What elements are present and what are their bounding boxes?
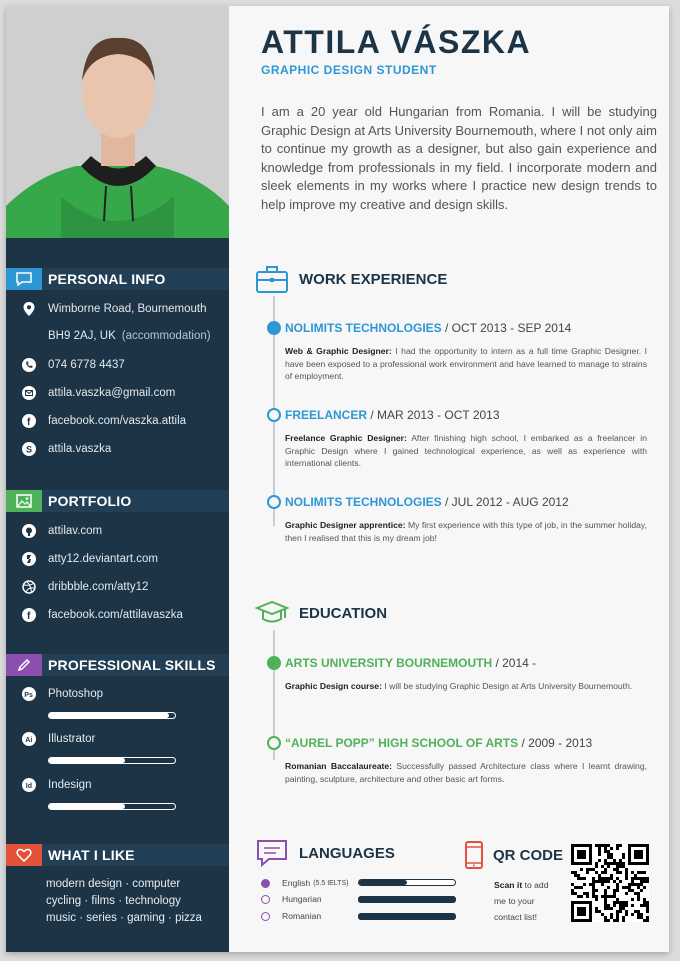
facebook-icon [22, 608, 36, 622]
briefcase-icon [255, 264, 289, 294]
language-bar-fill [358, 913, 456, 920]
heart-icon [6, 844, 42, 866]
likes-line: cycling · films · technology [46, 895, 181, 907]
personal-info-title: PERSONAL INFO [48, 271, 166, 287]
qr-scan-label: Scan it [494, 880, 523, 890]
work-entry-title [285, 495, 569, 509]
likes-header [6, 844, 229, 866]
language-bar [358, 913, 456, 920]
skills-title: PROFESSIONAL SKILLS [48, 657, 216, 673]
portfolio-header [6, 490, 229, 512]
person-name: ATTILA VÁSZKA [261, 24, 532, 60]
course-description: Successfully passed Architecture class where I learnt drawing, painting, sculpture, architecture and other basic art forms. [285, 761, 648, 784]
deviantart-icon [22, 552, 36, 566]
chat-icon [6, 268, 42, 290]
email-icon [22, 386, 36, 400]
work-entry-desc [285, 345, 647, 383]
language-bar [358, 896, 456, 903]
education-entry-desc [285, 760, 647, 785]
qr-code[interactable] [571, 844, 649, 922]
skill-item [22, 778, 91, 792]
work-entry-title [285, 408, 500, 422]
work-entry-desc [285, 519, 647, 544]
work-date: / MAR 2013 - OCT 2013 [367, 408, 500, 422]
work-date: / JUL 2012 - AUG 2012 [441, 495, 569, 509]
portfolio-title: PORTFOLIO [48, 493, 132, 509]
languages-header [255, 838, 395, 868]
address-line1: Wimborne Road, Bournemouth [48, 303, 207, 315]
language-item [261, 878, 348, 888]
svg-text:S: S [26, 444, 33, 455]
photoshop-icon [22, 687, 36, 701]
skype-icon [22, 442, 36, 456]
education-entry-desc [285, 680, 647, 693]
qr-header [463, 840, 563, 870]
portfolio-item [22, 552, 158, 566]
main-content [229, 6, 669, 952]
language-dot [261, 879, 270, 888]
language-name: English [282, 878, 311, 888]
course-description: I will be studying Graphic Design at Arts University Bournemouth. [381, 681, 633, 691]
skill-bar-fill [49, 758, 125, 763]
skill-bar [48, 803, 176, 810]
illustrator-icon [22, 732, 36, 746]
portfolio-deviantart[interactable]: atty12.deviantart.com [48, 553, 158, 565]
portfolio-facebook[interactable]: facebook.com/attilavaszka [48, 609, 183, 621]
address-note: (accommodation) [121, 330, 211, 342]
qr-title: QR CODE [493, 846, 564, 864]
email-row [22, 386, 175, 400]
work-header [255, 264, 447, 294]
language-item [261, 894, 322, 904]
svg-text:f: f [27, 417, 31, 428]
image-icon [6, 490, 42, 512]
intro-text: I am a 20 year old Hungarian from Romania. I will be studying Graphic Design at Arts University Bournemouth, where I not only aim to continue my growth as a designer, but also gain experience and knowledge from professionals in my field. I incorporate modern and sleek elements in my works where I practice new design trends to help improve my creative and design skills. [261, 104, 657, 212]
person-subtitle: GRAPHIC DESIGN STUDENT [261, 63, 437, 77]
skill-name: Illustrator [48, 733, 96, 745]
portfolio-item [22, 608, 183, 622]
facebook-row [22, 414, 186, 428]
language-bar-fill [359, 880, 407, 885]
email-address[interactable]: attila.vaszka@gmail.com [48, 387, 176, 399]
facebook-icon [22, 414, 36, 428]
timeline-dot [267, 321, 281, 335]
course-title: Romanian Baccalaureate: [285, 761, 393, 771]
likes-line: music · series · gaming · pizza [46, 912, 202, 924]
smartphone-icon [463, 840, 485, 870]
company-name: NOLIMITS TECHNOLOGIES [285, 495, 442, 509]
language-bar-fill [358, 896, 456, 903]
portfolio-website[interactable]: attilav.com [48, 525, 103, 537]
role-title: Graphic Designer apprentice: [285, 520, 406, 530]
language-name: Romanian [282, 911, 322, 921]
portfolio-item [22, 524, 102, 538]
portfolio-item [22, 580, 148, 594]
school-name: “AUREL POPP” HIGH SCHOOL OF ARTS [285, 736, 519, 750]
company-name: NOLIMITS TECHNOLOGIES [285, 321, 442, 335]
github-icon [22, 524, 36, 538]
skype-handle[interactable]: attila.vaszka [48, 443, 112, 455]
education-header [255, 598, 387, 628]
language-bar [358, 879, 456, 886]
skill-bar-fill [49, 804, 125, 809]
graduation-cap-icon [255, 598, 289, 628]
work-entry-title [285, 321, 571, 335]
languages-title: LANGUAGES [299, 844, 395, 862]
indesign-icon [22, 778, 36, 792]
education-date: / 2009 - 2013 [518, 736, 593, 750]
svg-text:f: f [27, 611, 31, 622]
resume-page [6, 6, 669, 952]
likes-title: WHAT I LIKE [48, 847, 135, 863]
svg-text:Ps: Ps [24, 692, 33, 699]
phone-number: 074 6778 4437 [48, 359, 125, 371]
skill-item [22, 687, 103, 701]
role-description: After finishing high school, I embarked as a freelancer in Graphic Design where I gained technological experience, as well as experience with international clients. [285, 433, 647, 468]
sidebar [6, 6, 229, 952]
work-date: / OCT 2013 - SEP 2014 [441, 321, 572, 335]
address-row [22, 302, 207, 316]
timeline-dot [267, 656, 281, 670]
svg-text:Id: Id [25, 783, 33, 790]
timeline-dot [267, 736, 281, 750]
address-line2: BH9 2AJ, UK [48, 330, 116, 342]
qr-caption [494, 877, 564, 925]
profile-photo [6, 6, 229, 238]
facebook-link[interactable]: facebook.com/vaszka.attila [48, 415, 187, 427]
education-title: EDUCATION [299, 604, 388, 622]
portfolio-dribbble[interactable]: dribbble.com/atty12 [48, 581, 149, 593]
education-entry-title [285, 736, 592, 750]
location-pin-icon [22, 302, 36, 316]
phone-row [22, 358, 125, 372]
qr-code-pattern [571, 844, 649, 922]
svg-text:Ai: Ai [25, 737, 33, 744]
skills-header [6, 654, 229, 676]
speech-bubble-icon [255, 838, 289, 868]
address-row-2 [22, 330, 211, 342]
language-dot [261, 895, 270, 904]
work-title: WORK EXPERIENCE [299, 270, 448, 288]
qr-caption-line: to add [522, 880, 549, 890]
skype-row [22, 442, 111, 456]
qr-caption-line: me to your [494, 896, 535, 906]
course-title: Graphic Design course: [285, 681, 382, 691]
role-title: Freelance Graphic Designer: [285, 433, 407, 443]
dribbble-icon [22, 580, 36, 594]
education-date: / 2014 - [492, 656, 537, 670]
timeline-dot [267, 408, 281, 422]
likes-list [46, 876, 206, 927]
timeline-dot [267, 495, 281, 509]
work-entry-desc [285, 432, 647, 470]
language-item [261, 911, 321, 921]
phone-icon [22, 358, 36, 372]
pencil-icon [6, 654, 42, 676]
skill-name: Photoshop [48, 688, 103, 700]
likes-line: modern design · computer [46, 878, 181, 890]
education-entry-title [285, 656, 536, 670]
skill-item [22, 732, 95, 746]
skill-bar-fill [49, 713, 169, 718]
personal-info-header [6, 268, 229, 290]
skill-bar [48, 757, 176, 764]
language-note: (5.5 IELTS) [313, 879, 349, 887]
role-description: My first experience with this type of job, in the summer holiday, then I realised that this is my dream job! [285, 520, 647, 543]
company-name: FREELANCER [285, 408, 368, 422]
school-name: ARTS UNIVERSITY BOURNEMOUTH [285, 656, 493, 670]
skill-bar [48, 712, 176, 719]
qr-caption-line: contact list! [494, 912, 537, 922]
language-dot [261, 912, 270, 921]
language-name: Hungarian [282, 894, 322, 904]
role-title: Web & Graphic Designer: [285, 346, 392, 356]
skill-name: Indesign [48, 779, 92, 791]
role-description: I had the opportunity to intern as a full time Graphic Designer. I have been exposed to a professional work environment and have learned to manage to strains of employment. [285, 346, 647, 381]
